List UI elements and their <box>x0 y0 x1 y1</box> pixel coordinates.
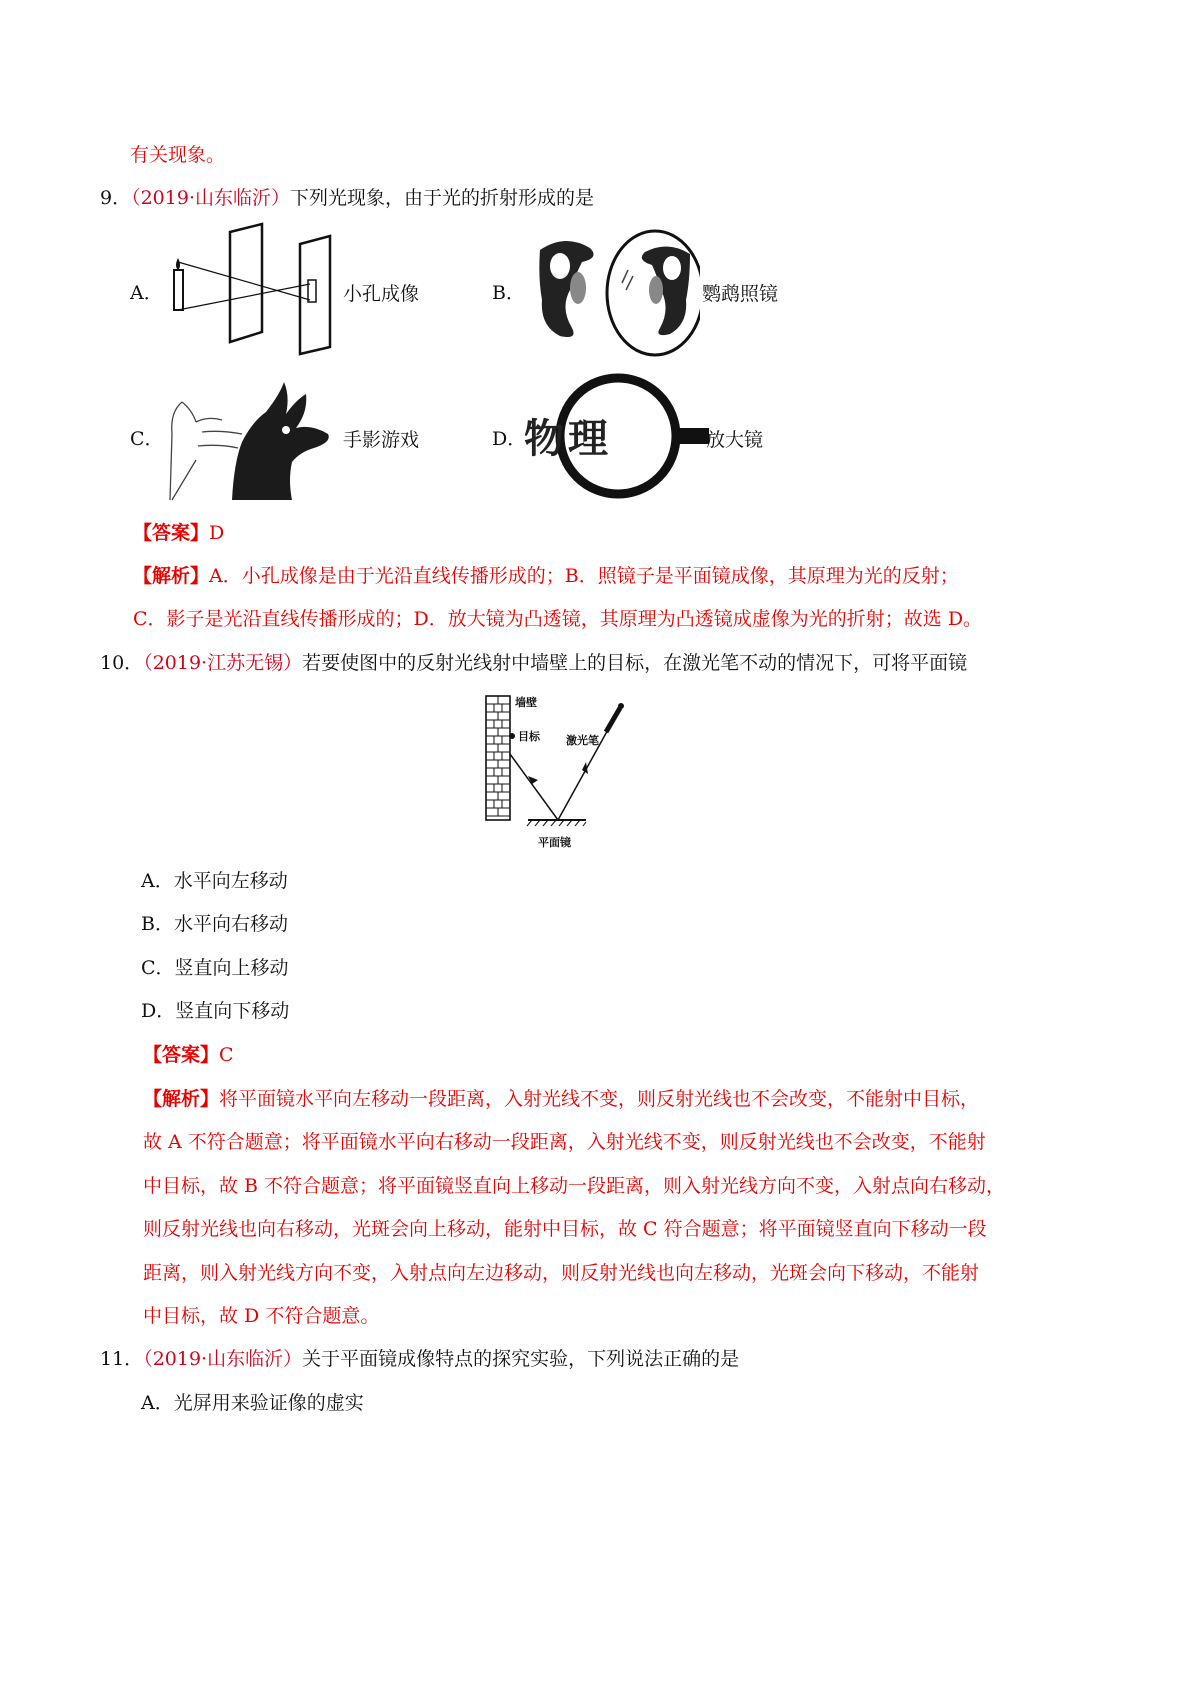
option-a-label: 小孔成像 <box>343 283 420 305</box>
laser-label: 激光笔 <box>566 734 599 747</box>
question-text: 关于平面镜成像特点的探究实验，下列说法正确的是 <box>302 1348 740 1370</box>
answer-line <box>143 1042 234 1068</box>
question-source: （2019·江苏无锡） <box>143 652 303 674</box>
pinhole-imaging-figure <box>160 222 345 357</box>
answer-tag: 【答案】 <box>133 522 210 544</box>
option-d-label: 放大镜 <box>706 429 764 451</box>
analysis-line: 距离，则入射光线方向不变，入射点向左边移动，则反射光线也向左移动，光斑会向下移动，不能射 <box>143 1262 980 1284</box>
magnifier-text: 物理 <box>524 416 612 462</box>
option-d: D．竖直向下移动 <box>141 1000 290 1022</box>
analysis-text: 将平面镜水平向左移动一段距离，入射光线不变，则反射光线也不会改变，不能射中目标， <box>219 1088 980 1110</box>
option-d-letter: D． <box>492 428 527 450</box>
analysis-line <box>143 1086 979 1112</box>
parrot-mirror-figure <box>520 228 700 358</box>
question-number: 10． <box>100 652 144 674</box>
analysis-line: 故 A 不符合题意；将平面镜水平向右移动一段距离，入射光线不变，则反射光线也不会改变，不能射 <box>143 1131 986 1153</box>
question-text: 下列光现象，由于光的折射形成的是 <box>290 187 595 209</box>
target-label: 目标 <box>518 730 540 743</box>
question-source: （2019·山东临沂） <box>143 1348 303 1370</box>
analysis-line: 则反射光线也向右移动，光斑会向上移动，能射中目标，故 C 符合题意；将平面镜竖直向下移动一段 <box>143 1218 987 1240</box>
answer-value: C <box>219 1044 234 1066</box>
hand-shadow-figure <box>162 372 342 502</box>
mirror-label: 平面镜 <box>538 836 571 849</box>
option-c-letter: C． <box>130 428 164 450</box>
wall-label: 墙壁 <box>515 696 537 709</box>
question-9-stem <box>100 185 594 211</box>
analysis-line: 中目标，故 B 不符合题意；将平面镜竖直向上移动一段距离，则入射光线方向不变，入射点向右移动， <box>143 1175 1006 1197</box>
option-b: B．水平向右移动 <box>141 913 288 935</box>
analysis-tag: 【解析】 <box>133 565 210 587</box>
question-source: （2019·山东临沂） <box>131 187 290 209</box>
magnifier-figure <box>520 372 710 504</box>
question-11-stem <box>100 1346 739 1372</box>
analysis-line: 中目标，故 D 不符合题意。 <box>143 1305 380 1327</box>
laser-mirror-figure <box>482 692 627 854</box>
analysis-tag: 【解析】 <box>143 1088 220 1110</box>
option-c-label: 手影游戏 <box>343 429 420 451</box>
analysis-text: A．小孔成像是由于光沿直线传播形成的；B．照镜子是平面镜成像，其原理为光的反射； <box>209 565 959 587</box>
answer-line <box>133 520 224 546</box>
option-a: A．光屏用来验证像的虚实 <box>141 1392 364 1414</box>
question-text: 若要使图中的反射光线射中墙壁上的目标，在激光笔不动的情况下，可将平面镜 <box>302 652 968 674</box>
option-a-letter: A． <box>130 282 163 304</box>
option-b-label: 鹦鹉照镜 <box>702 283 779 305</box>
answer-value: D <box>209 522 225 544</box>
answer-tag: 【答案】 <box>143 1044 220 1066</box>
previous-answer-tail: 有关现象。 <box>130 144 226 166</box>
question-number: 9． <box>100 187 132 209</box>
question-10-stem <box>100 650 967 676</box>
option-b-letter: B． <box>492 282 525 304</box>
analysis-line <box>133 563 959 589</box>
option-a: A．水平向左移动 <box>141 870 288 892</box>
question-number: 11． <box>100 1348 144 1370</box>
option-c: C．竖直向上移动 <box>141 957 289 979</box>
analysis-line: C．影子是光沿直线传播形成的；D．放大镜为凸透镜，其原理为凸透镜成虚像为光的折射；故选 D。 <box>133 608 983 630</box>
